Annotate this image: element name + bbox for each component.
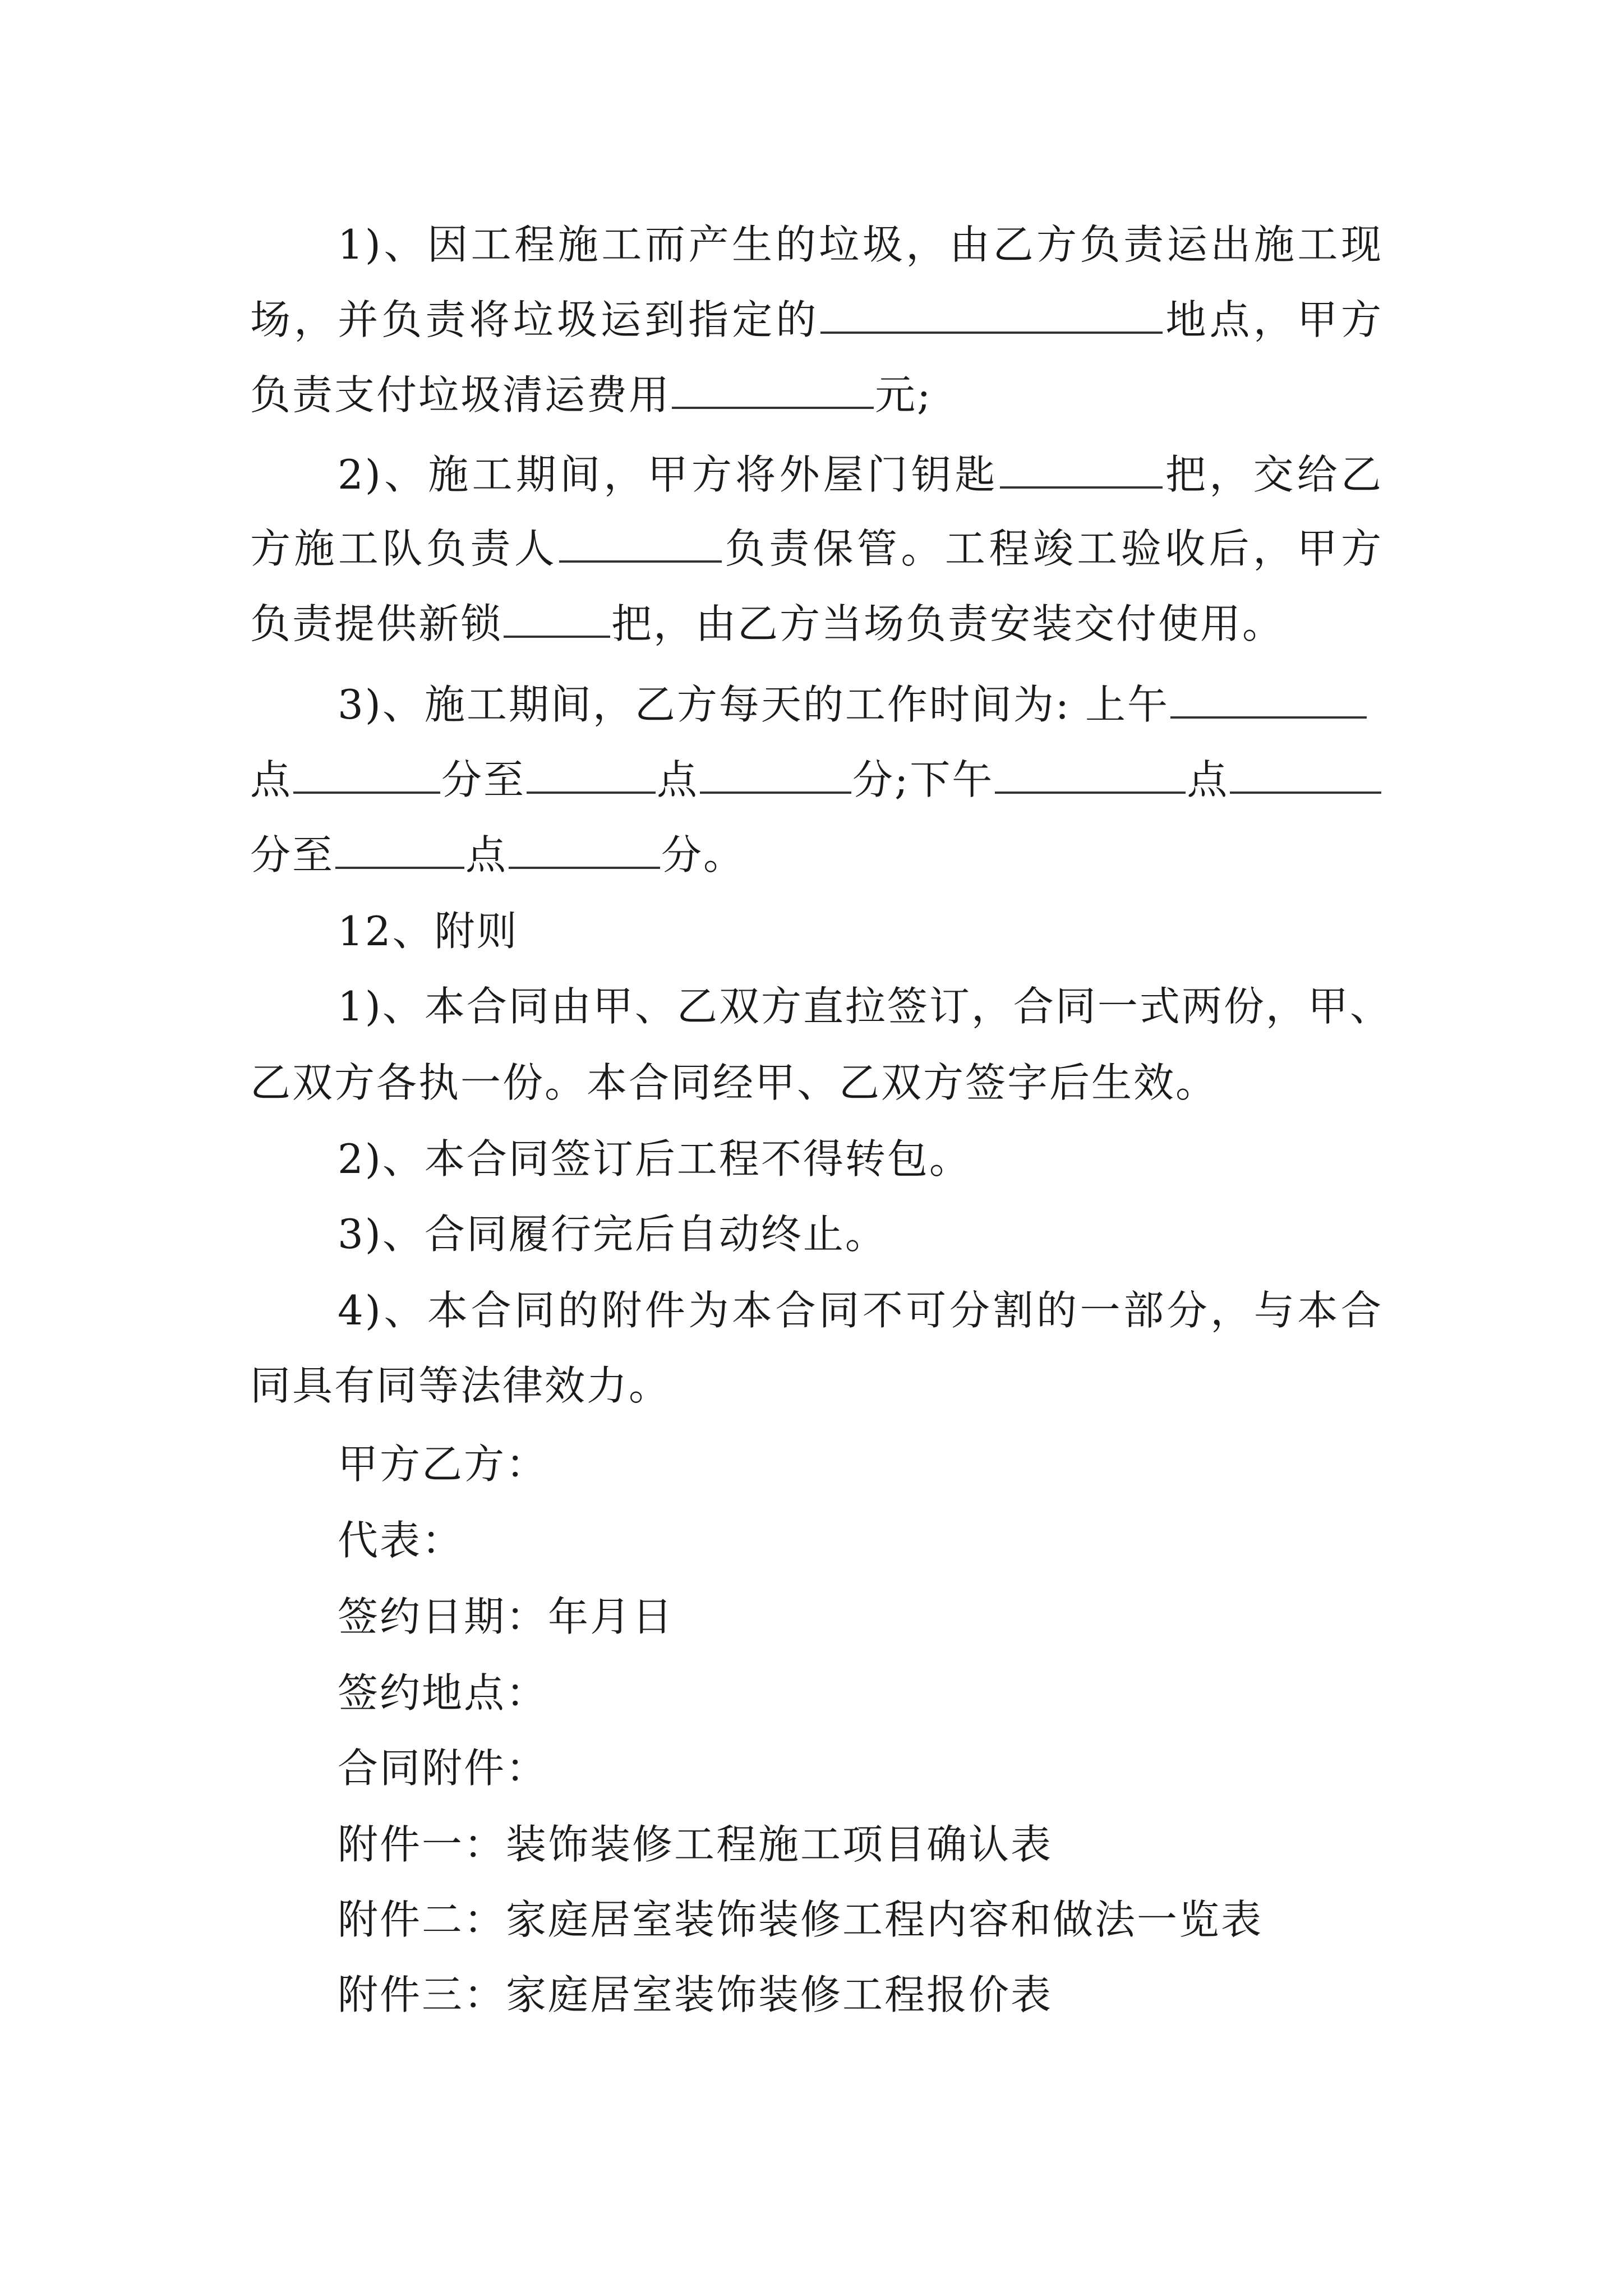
text-segment: 4)、本合同的附件为本合同不可分割的一部分，与本合: [338, 1287, 1383, 1334]
text-segment: 附件三：家庭居室装饰装修工程报价表: [338, 1971, 1053, 2018]
text-segment: 1)、因工程施工而产生的垃圾，由乙方负责运出施工现: [338, 221, 1383, 268]
text-segment: 乙双方各执一份。本合同经甲、乙双方签字后生效。: [250, 1059, 1218, 1106]
text-segment: 点: [250, 756, 293, 803]
signature-representative: [0, 1501, 1623, 1580]
signature-place: [0, 1654, 1623, 1732]
section-12-heading: [0, 892, 1623, 970]
fill-in-blank[interactable]: [1230, 758, 1381, 794]
text-segment: 同具有同等法律效力。: [250, 1362, 671, 1409]
text-segment: 元;: [875, 371, 933, 418]
fill-in-blank[interactable]: [672, 373, 874, 409]
clause-12-1-line-2: [0, 1043, 1623, 1122]
clause-11-3-line-3: [0, 816, 1623, 894]
text-segment: 分。: [661, 831, 746, 878]
text-segment: 地点，甲方: [1164, 296, 1383, 343]
text-segment: 甲方乙方：: [338, 1441, 548, 1488]
text-segment: 把，由乙方当场负责安装交付使用。: [611, 600, 1285, 647]
fill-in-blank[interactable]: [1170, 683, 1367, 719]
text-segment: 附件二：家庭居室装饰装修工程内容和做法一览表: [338, 1896, 1264, 1943]
clause-11-1-line-1: [0, 205, 1383, 284]
text-segment: 附件一：装饰装修工程施工项目确认表: [338, 1821, 1053, 1868]
text-segment: 3)、合同履行完后自动终止。: [338, 1211, 887, 1258]
text-segment: 2)、施工期间，甲方将外屋门钥匙: [338, 451, 999, 498]
clause-12-4-line-1: [0, 1271, 1383, 1350]
text-segment: 负责保管。工程竣工验收后，甲方: [723, 525, 1383, 572]
text-segment: 点: [465, 831, 508, 878]
fill-in-blank[interactable]: [995, 758, 1186, 794]
clause-12-1-line-1: [0, 967, 1392, 1046]
fill-in-blank[interactable]: [700, 758, 851, 794]
fill-in-blank[interactable]: [293, 758, 440, 794]
fill-in-blank[interactable]: [1000, 453, 1163, 489]
text-segment: 代表：: [338, 1517, 464, 1564]
fill-in-blank[interactable]: [527, 758, 656, 794]
clause-11-1-line-3: [0, 356, 1623, 434]
clause-11-3-line-2: [0, 740, 1623, 819]
text-segment: 合同附件：: [338, 1745, 548, 1792]
text-segment: 分至: [441, 756, 526, 803]
text-segment: 签约地点：: [338, 1669, 548, 1717]
text-segment: 分至: [250, 831, 335, 878]
clause-11-2-line-2: [0, 509, 1383, 588]
attachments-heading: [0, 1729, 1623, 1807]
signature-date: [0, 1577, 1623, 1656]
clause-12-3: [0, 1195, 1623, 1273]
clause-12-4-line-2: [0, 1346, 1623, 1425]
fill-in-blank[interactable]: [509, 833, 660, 869]
text-segment: 方施工队负责人: [250, 525, 559, 572]
attachment-1: [0, 1805, 1623, 1884]
fill-in-blank[interactable]: [820, 298, 1163, 334]
text-segment: 负责提供新锁: [250, 600, 503, 647]
attachment-2: [0, 1880, 1623, 1959]
text-segment: 签约日期：年月日: [338, 1593, 675, 1640]
text-segment: 点: [657, 756, 699, 803]
clause-11-1-line-2: [0, 280, 1383, 359]
fill-in-blank[interactable]: [335, 833, 464, 869]
text-segment: 3)、施工期间，乙方每天的工作时间为: 上午: [338, 681, 1170, 728]
text-segment: 2)、本合同签订后工程不得转包。: [338, 1135, 971, 1182]
text-segment: 点: [1187, 756, 1229, 803]
clause-11-2-line-3: [0, 585, 1623, 663]
attachment-3: [0, 1955, 1623, 2034]
text-segment: 1)、本合同由甲、乙双方直拉签订，合同一式两份，甲、: [338, 983, 1392, 1030]
fill-in-blank[interactable]: [559, 527, 722, 563]
clause-11-2-line-1: [0, 435, 1383, 514]
clause-11-3-line-1: [0, 665, 1623, 744]
text-segment: 把，交给乙: [1163, 451, 1383, 498]
signature-parties: [0, 1425, 1623, 1503]
fill-in-blank[interactable]: [504, 602, 610, 638]
text-segment: 12、附则: [338, 908, 519, 955]
text-segment: 负责支付垃圾清运费用: [250, 371, 671, 418]
clause-12-2: [0, 1120, 1623, 1198]
text-segment: 场，并负责将垃圾运到指定的: [250, 296, 820, 343]
text-segment: 分;下午: [852, 756, 994, 803]
